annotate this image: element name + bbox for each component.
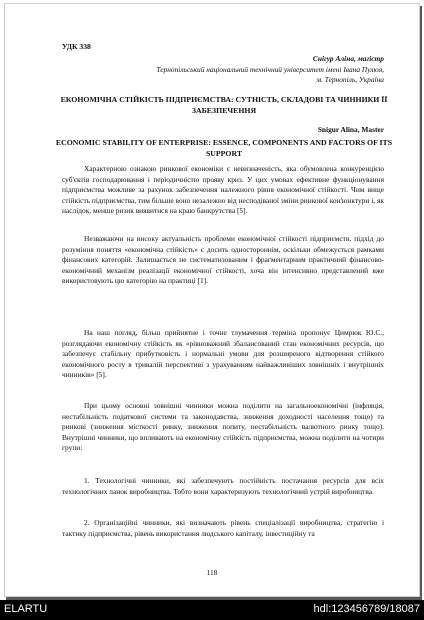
page-number: 118 [206, 568, 218, 577]
page-frame [4, 3, 420, 597]
paragraph-4: При цьому основні зовнішні чинники можна поділити на загальноекономічні (інфляція, нестабільність податкової системи та законодавства, зниження доходності населення тощо) та ринкові (зниження місткості ринку, зниження попиту, нестабільність валютного ринку тощо). Внутрішні чинники, що впливають на економічну стійкість підприємства, можна поділити на чотири групи: [62, 401, 384, 453]
title-ukrainian: ЕКОНОМІЧНА СТІЙКІСТЬ ПІДПРИЄМСТВА: СУТНІСТЬ, СКЛАДОВІ ТА ЧИННИКИ ЇЇ ЗАБЕЗПЕЧЕННЯ [60, 95, 388, 115]
title-english: ECONOMIC STABILITY OF ENTERPRISE: ESSENCE, COMPONENTS AND FACTORS OF ITS SUPPORT [55, 138, 393, 158]
paragraph-1: Характерною ознакою ринкової економіки є невизначеність, яка обумовлена конкуренцією суб'єктів господарювання і періодичністю прояву криз. У цих умовах ефективне функціонування підприємства можливе за рахунок забезпечення належного рівня економічної стійкості. Чим вище стійкість підприємства, тим більше воно незалежно від несподіваної зміни ринкової кон'юнктури і, як наслідок, менше ризик виявитися на краю банкрутства [5]. [62, 164, 384, 216]
paragraph-6: 2. Організаційні чинники, які визначають рівень спеціалізації виробництва, стратегію і тактику підприємства, рівень використання людського капіталу, інвестиційну та [62, 518, 384, 538]
handle-identifier[interactable]: hdl:123456789/18087 [313, 603, 420, 615]
affiliation-line-1: Тернопільський національний технічний університет імені Івана Пулюя, [156, 65, 384, 74]
author-name: Снігур Аліна, магістр [312, 54, 384, 63]
paragraph-2: Незважаючи на високу актуальність проблеми економічної стійкості підприємств, підхід до розуміння поняття «економічна стійкість» є досить одностороннім, оскільки обмежується рамками фінансових категорій. Залишається не систематизованим і фрагментарним практичний фінансово-економічний механізм реалізації економічної стійкості, хоча він інтенсивно представлений вже використовують цю категорію на практиці [1]. [62, 234, 384, 286]
repository-name: ELARTU [4, 603, 48, 615]
paragraph-3: На наш погляд, більш прийнятне і точне тлумачення терміна пропонує Цимрюк Ю.С., розглядаючи економічну стійкість як «рівноважний збалансований стан економічних ресурсів, що забезпечує стабільну прибутковість і нормальні умови для розширеного відтворення стійкого економічного росту в тривалій перспективі з урахуванням найважливіших зовнішніх і внутрішніх чинників» [5]. [62, 328, 384, 380]
udk-code: УДК 338 [62, 42, 91, 51]
author-name-english: Snigur Alina, Master [317, 125, 384, 134]
affiliation-line-2: м. Тернопіль, Україна [316, 75, 384, 84]
repository-footer-bar [0, 600, 424, 620]
paragraph-5: 1. Технологічні чинники, які забезпечують постійність постачання ресурсів для всіх технологічних ланок виробництва. Тобто вони характеризують технологічний устрій виробництва. [62, 476, 384, 496]
